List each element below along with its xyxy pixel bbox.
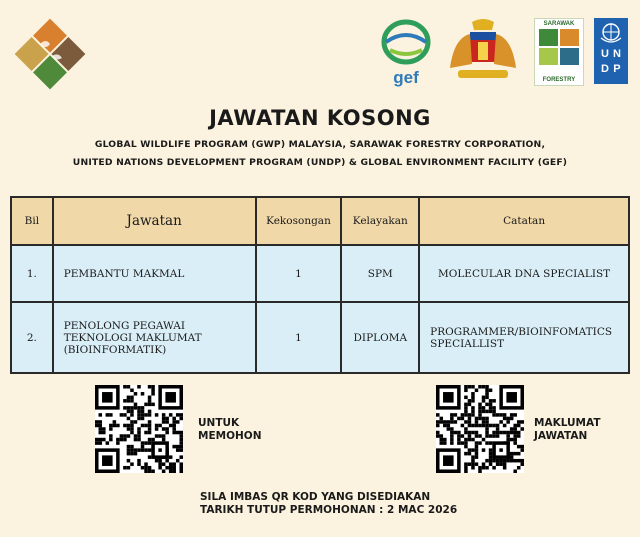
cell-kekosongan: 1 bbox=[256, 302, 342, 373]
sarawak-forestry-logo bbox=[534, 18, 584, 86]
cell-jawatan-line: (BIOINFORMATIK) bbox=[63, 343, 167, 356]
sfc-bottom-text: FORESTRY bbox=[542, 77, 576, 83]
apply-qr-code[interactable] bbox=[95, 385, 183, 473]
cell-kelayakan: SPM bbox=[341, 245, 419, 302]
cell-jawatan bbox=[53, 302, 256, 373]
undp-letter: N bbox=[613, 48, 621, 60]
scan-instruction: SILA IMBAS QR KOD YANG DISEDIAKAN bbox=[200, 491, 431, 503]
partner-logos bbox=[380, 18, 628, 88]
info-qr-code[interactable] bbox=[436, 385, 524, 473]
subtitle-line1: GLOBAL WILDLIFE PROGRAM (GWP) MALAYSIA, SARAWAK FORESTRY CORPORATION, bbox=[94, 139, 546, 150]
cell-jawatan-line: TEKNOLOGI MAKLUMAT bbox=[63, 331, 202, 344]
apply-qr-label bbox=[198, 417, 262, 443]
cell-bil: 2. bbox=[11, 302, 53, 373]
column-header-kelayakan: Kelayakan bbox=[341, 197, 419, 245]
malaysia-crest-logo bbox=[442, 18, 524, 84]
column-header-bil: Bil bbox=[11, 197, 53, 245]
undp-letters bbox=[601, 48, 621, 75]
cell-catatan-line: SPECIALLIST bbox=[430, 337, 505, 350]
table-header-row bbox=[11, 197, 629, 245]
cell-bil: 1. bbox=[11, 245, 53, 302]
gef-wordmark: gef bbox=[393, 68, 419, 87]
apply-qr-label-line: MEMOHON bbox=[198, 430, 262, 442]
cell-jawatan: PEMBANTU MAKMAL bbox=[53, 245, 256, 302]
undp-letter: D bbox=[601, 63, 609, 75]
column-header-jawatan: Jawatan bbox=[53, 197, 256, 245]
cell-catatan: MOLECULAR DNA SPECIALIST bbox=[419, 245, 629, 302]
info-qr-label-line: JAWATAN bbox=[534, 430, 588, 442]
vacancies-table bbox=[10, 196, 630, 374]
undp-letter: U bbox=[601, 48, 609, 60]
table-row bbox=[11, 245, 629, 302]
cell-kekosongan: 1 bbox=[256, 245, 342, 302]
cell-jawatan-line: PENOLONG PEGAWAI bbox=[63, 319, 185, 332]
column-header-kekosongan: Kekosongan bbox=[256, 197, 342, 245]
cell-kelayakan: DIPLOMA bbox=[341, 302, 419, 373]
gef-logo bbox=[380, 18, 432, 88]
info-qr-label bbox=[534, 417, 600, 443]
column-header-catatan: Catatan bbox=[419, 197, 629, 245]
apply-qr-label-line: UNTUK bbox=[198, 417, 240, 429]
gwp-logo bbox=[14, 14, 86, 96]
closing-date: TARIKH TUTUP PERMOHONAN : 2 MAC 2026 bbox=[200, 504, 458, 516]
subtitle-line2: UNITED NATIONS DEVELOPMENT PROGRAM (UNDP) & GLOBAL ENVIRONMENT FACILITY (GEF) bbox=[72, 157, 568, 168]
cell-catatan-line: PROGRAMMER/BIOINFOMATICS bbox=[430, 325, 613, 338]
sfc-top-text: SARAWAK bbox=[543, 21, 575, 27]
info-qr-label-line: MAKLUMAT bbox=[534, 417, 601, 429]
page-title: JAWATAN KOSONG bbox=[209, 106, 431, 130]
undp-letter: P bbox=[613, 63, 621, 75]
cell-catatan bbox=[419, 302, 629, 373]
undp-logo bbox=[594, 18, 628, 84]
table-row bbox=[11, 302, 629, 373]
